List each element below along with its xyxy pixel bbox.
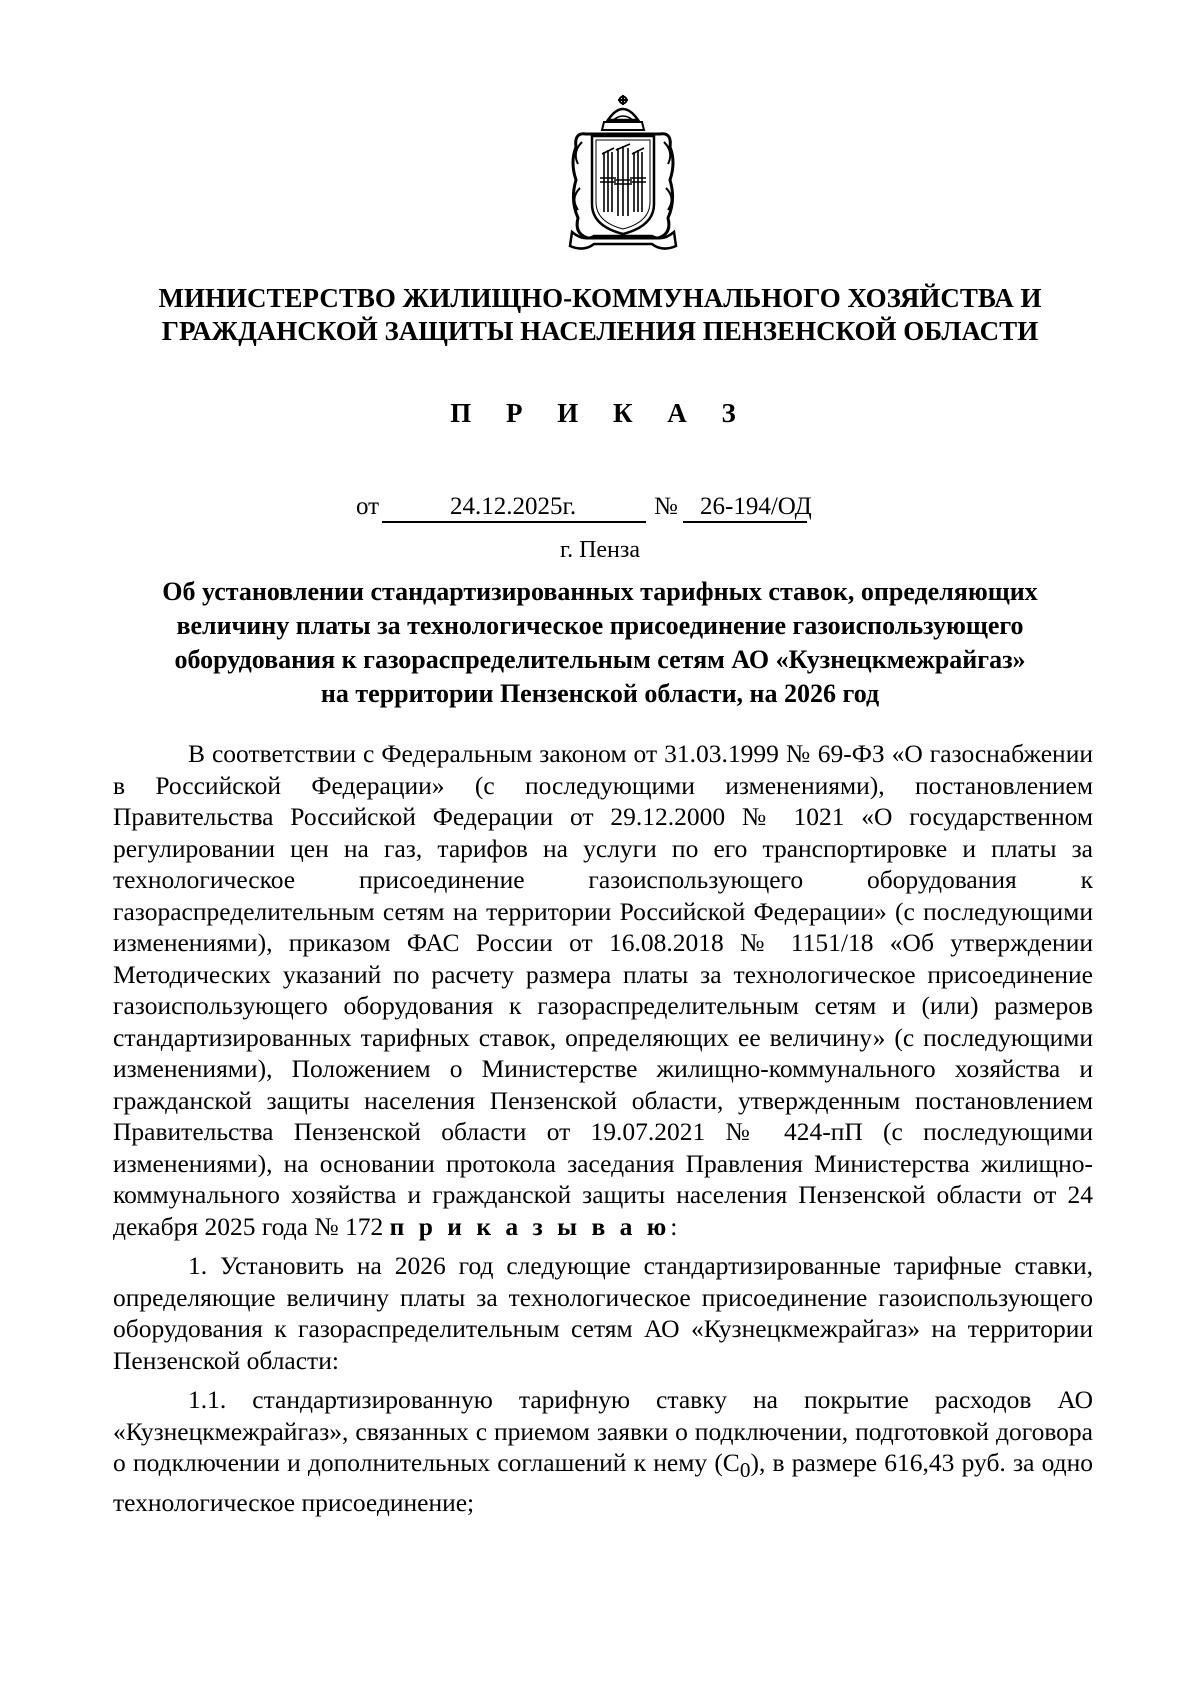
ministry-line-1: МИНИСТЕРСТВО ЖИЛИЩНО-КОММУНАЛЬНОГО ХОЗЯЙСТВА И: [158, 283, 1042, 313]
ministry-name: [100, 282, 1100, 348]
subject-line-4: на территории Пензенской области, на 2026 год: [320, 679, 880, 708]
preamble-paragraph: [113, 738, 1093, 1242]
city: г. Пенза: [559, 537, 641, 563]
order-body: [113, 738, 1093, 1518]
date-prefix: от: [356, 493, 380, 520]
item-1-1-text-a: 1.1. стандартизированную тарифную ставку на покрытие расходов АО «Кузнецкмежрайгаз», связанных с приемом заявки о подключении, подготовкой договора о подключении и дополнительных соглашений к нему (С: [113, 1385, 1093, 1477]
order-word: п р и к а з ы в а ю: [389, 1211, 671, 1241]
item-1-1-text-b: ), в размере 616,43 руб. за одно технологическое присоединение;: [113, 1448, 1093, 1517]
number-prefix: №: [654, 493, 678, 520]
document-type: П Р И К А З: [450, 398, 750, 428]
order-subject: [110, 575, 1090, 711]
subject-line-3: оборудования к газораспределительным сетям АО «Кузнецкмежрайгаз»: [174, 645, 1026, 674]
preamble-text: В соответствии с Федеральным законом от 31.03.1999 № 69-ФЗ «О газоснабжении в Российской Федерации» (с последующими изменениями), постановлением Правительства Российской Федерации от 29.12.2000 № 1021 «О государственном регулировании цен на газ, тарифов на услуги по его транспортировке и платы за технологическое присоединение газоиспользующего оборудования к газораспределительным сетям на территории Российской Федерации» (с последующими изменениями), приказом ФАС России от 16.08.2018 № 1151/18 «Об утверждении Методических указаний по расчету размера платы за технологическое присоединение газоиспользующего оборудования к газораспределительным сетям и (или) размеров стандартизированных тарифных ставок, определяющих ее величину» (с последующими изменениями), Положением о Министерстве жилищно-коммунального хозяйства и гражданской защиты населения Пензенской области, утвержденным постановлением Правительства Пензенской области от 19.07.2021 № 424-пП (с последующими изменениями), на основании протокола заседания Правления Министерства жилищно-коммунального хозяйства и гражданской защиты населения Пензенской области от 24 декабря 2025 года № 172: [113, 739, 1093, 1241]
order-colon: :: [670, 1211, 678, 1241]
item-1-1-paragraph: [113, 1384, 1093, 1518]
item-1-paragraph: 1. Установить на 2026 год следующие стандартизированные тарифные ставки, определяющие величину платы за технологическое присоединение газоиспользующего оборудования к газораспределительным сетям АО «Кузнецкмежрайгаз» на территории Пензенской области:: [113, 1251, 1093, 1375]
subject-line-2: величину платы за технологическое присоединение газоиспользующего: [176, 611, 1024, 640]
order-number: 26-194/ОД: [700, 493, 812, 520]
subject-line-1: Об установлении стандартизированных тарифных ставок, определяющих: [162, 577, 1038, 606]
ministry-line-2: ГРАЖДАНСКОЙ ЗАЩИТЫ НАСЕЛЕНИЯ ПЕНЗЕНСКОЙ ОБЛАСТИ: [161, 316, 1039, 346]
date-underline: [382, 521, 646, 523]
number-underline: [683, 521, 807, 523]
order-date: 24.12.2025г.: [450, 493, 577, 520]
coat-of-arms-icon: [564, 92, 682, 254]
item-1-1-subscript: 0: [739, 1458, 751, 1483]
